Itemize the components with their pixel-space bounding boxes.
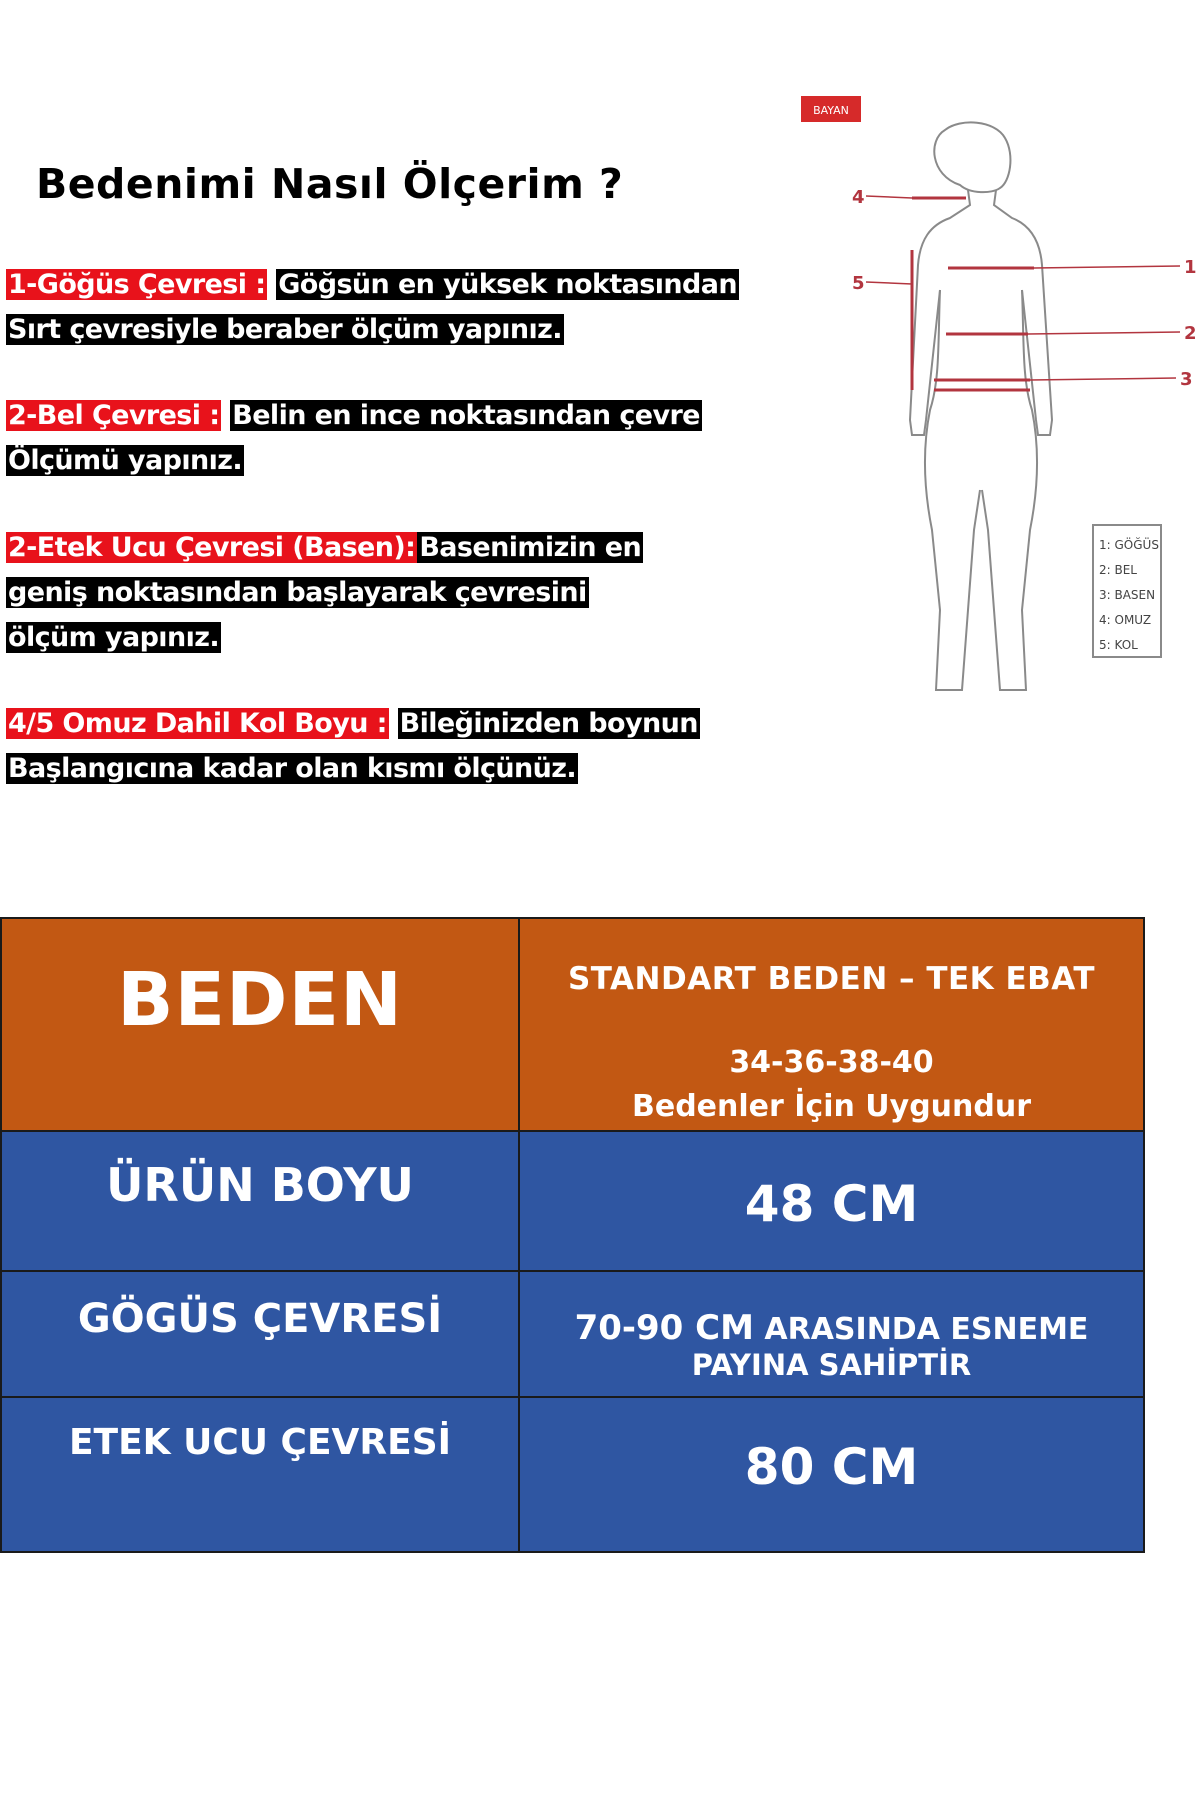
instruction-text: ölçüm yapınız. bbox=[8, 622, 220, 653]
instruction-label: 2-Etek Ucu Çevresi (Basen): bbox=[8, 532, 416, 563]
badge-label: BAYAN bbox=[813, 104, 849, 117]
row-label-cell bbox=[2, 1272, 520, 1396]
row-label-cell bbox=[2, 1398, 520, 1551]
instruction-label: 2-Bel Çevresi : bbox=[8, 400, 220, 431]
instruction-text: Belin en ince noktasından çevre bbox=[232, 400, 700, 431]
table-row bbox=[2, 1398, 1143, 1551]
row-value-cell bbox=[520, 1398, 1143, 1551]
header-label-cell bbox=[2, 919, 520, 1130]
measure-lines bbox=[912, 198, 1034, 390]
row-value-cell bbox=[520, 1272, 1143, 1396]
legend-item: 3: BASEN bbox=[1099, 588, 1156, 602]
row-label: ETEK UCU ÇEVRESİ bbox=[68, 1422, 452, 1463]
row-label-cell bbox=[2, 1132, 520, 1270]
instruction-text: Ölçümü yapınız. bbox=[8, 445, 243, 476]
size-table bbox=[0, 917, 1145, 1553]
row-value: 80 CM bbox=[744, 1438, 919, 1496]
row-value bbox=[520, 1308, 1143, 1348]
body-outline bbox=[910, 122, 1052, 690]
marker-5: 5 bbox=[852, 273, 865, 294]
instruction-sleeve bbox=[6, 701, 806, 791]
page-title: Bedenimi Nasıl Ölçerim ? bbox=[36, 160, 624, 208]
instruction-label: 4/5 Omuz Dahil Kol Boyu : bbox=[8, 708, 387, 739]
fit-text: Bedenler İçin Uygundur bbox=[631, 1089, 1032, 1124]
header-info-cell bbox=[520, 919, 1143, 1130]
instruction-text: Başlangıcına kadar olan kısmı ölçünüz. bbox=[8, 753, 577, 784]
marker-4: 4 bbox=[852, 187, 865, 208]
row-value-cell bbox=[520, 1132, 1143, 1270]
marker-1: 1 bbox=[1184, 257, 1197, 278]
instruction-text: geniş noktasından başlayarak çevresini bbox=[8, 577, 587, 608]
legend-item: 4: OMUZ bbox=[1099, 613, 1152, 627]
legend-item: 5: KOL bbox=[1099, 638, 1138, 652]
table-row bbox=[2, 1132, 1143, 1272]
row-label: ÜRÜN BOYU bbox=[106, 1158, 414, 1212]
legend-item: 1: GÖĞÜS bbox=[1099, 538, 1159, 552]
body-measurement-figure bbox=[800, 90, 1200, 710]
beden-label: BEDEN bbox=[117, 957, 403, 1043]
marker-2: 2 bbox=[1184, 323, 1197, 344]
table-row bbox=[2, 1272, 1143, 1398]
legend-item: 2: BEL bbox=[1099, 563, 1137, 577]
row-value-main: 70-90 CM bbox=[574, 1308, 754, 1348]
instruction-text: Basenimizin en bbox=[419, 532, 642, 563]
instruction-text: Sırt çevresiyle beraber ölçüm yapınız. bbox=[8, 314, 562, 345]
row-label: GÖGÜS ÇEVRESİ bbox=[77, 1296, 443, 1342]
size-range-text: 34-36-38-40 bbox=[729, 1045, 934, 1080]
standard-size-text: STANDART BEDEN – TEK EBAT bbox=[567, 961, 1096, 997]
instruction-label: 1-Göğüs Çevresi : bbox=[8, 269, 266, 300]
marker-3: 3 bbox=[1180, 369, 1193, 390]
row-value-rest: ARASINDA ESNEME bbox=[753, 1312, 1089, 1347]
instruction-hip bbox=[6, 525, 806, 660]
instruction-chest bbox=[6, 262, 806, 352]
instruction-waist bbox=[6, 393, 806, 483]
instruction-text: Bileğinizden boynun bbox=[399, 708, 698, 739]
row-value: 48 CM bbox=[744, 1175, 919, 1233]
instruction-text: Göğsün en yüksek noktasından bbox=[278, 269, 737, 300]
row-value-line2: PAYINA SAHİPTİR bbox=[691, 1348, 972, 1382]
size-table-header-row bbox=[2, 919, 1143, 1132]
